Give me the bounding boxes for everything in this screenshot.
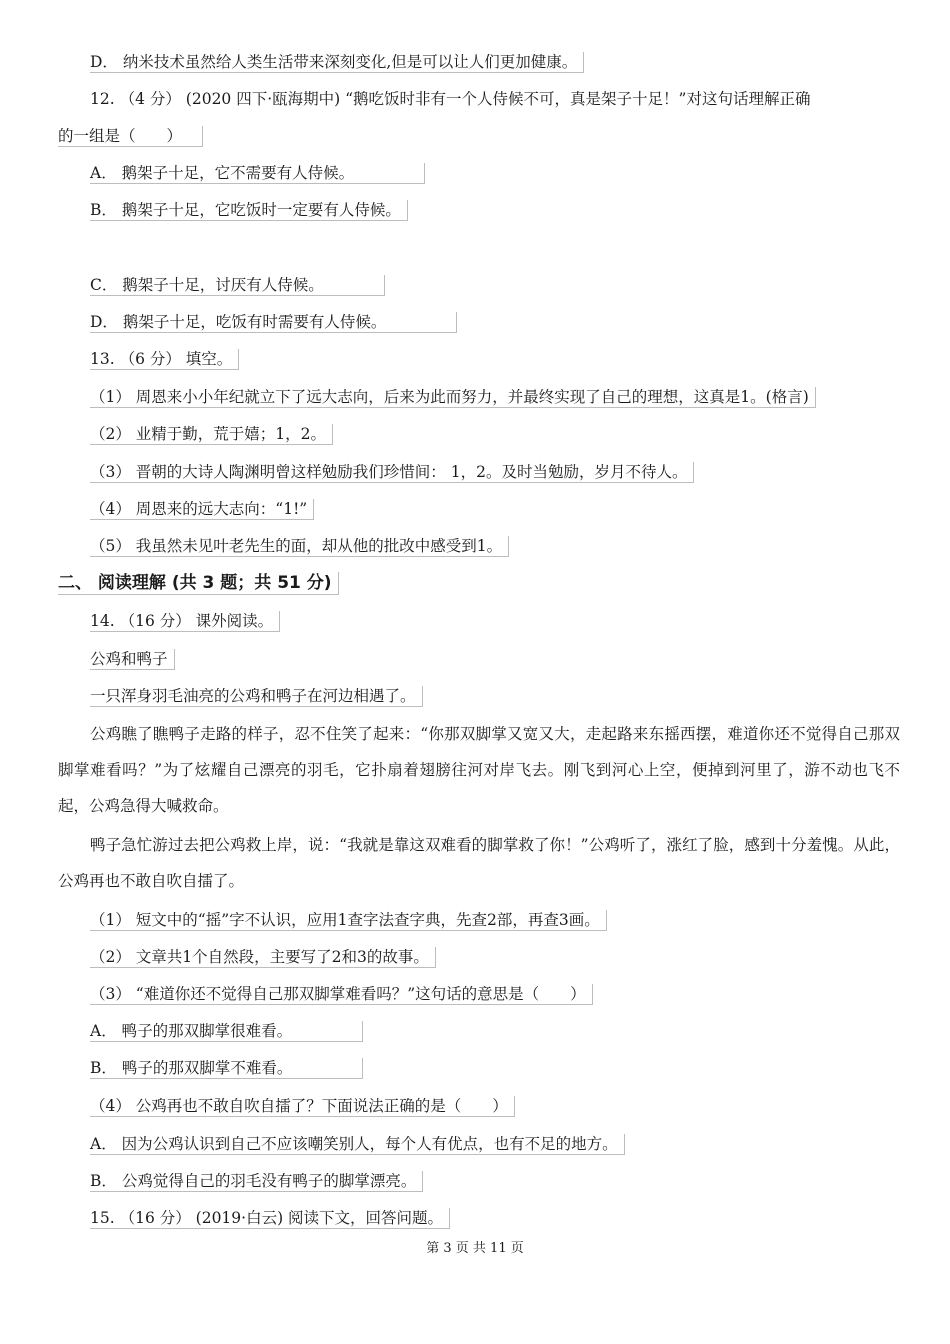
- q14-paragraph-2: 公鸡瞧了瞧鸭子走路的样子，忍不住笑了起来：“你那双脚掌又宽又大，走起路来东摇西摆，难道你还不觉得自己那双脚掌难看吗？”为了炫耀自己漂亮的羽毛，它扑扇着翅膀往河对岸飞去。刚飞到河心上空，便掉到河里了，游不动也飞不起，公鸡急得大喊救命。: [58, 725, 900, 815]
- q14-sub-4-option-b: B． 公鸡觉得自己的羽毛没有鸭子的脚掌漂亮。: [90, 1171, 423, 1192]
- q14-sub-3: （3） “难道你还不觉得自己那双脚掌难看吗？”这句话的意思是（ ）: [90, 984, 593, 1005]
- q12-stem: 12. （4 分） (2020 四下·瓯海期中) “鹅吃饭时非有一个人侍候不可，真是架子十足！”对这句话理解正确: [90, 90, 811, 108]
- q14-story-title: 公鸡和鸭子: [90, 649, 175, 670]
- q15-stem: 15. （16 分） (2019·白云) 阅读下文，回答问题。: [90, 1208, 450, 1229]
- q14-stem: 14. （16 分） 课外阅读。: [90, 611, 280, 632]
- q14-sub-3-option-b: B． 鸭子的那双脚掌不难看。: [90, 1058, 363, 1079]
- q13-item-1: （1） 周恩来小小年纪就立下了远大志向，后来为此而努力，并最终实现了自己的理想，这真是1。(格言): [90, 387, 816, 408]
- q14-sub-4-option-a: A． 因为公鸡认识到自己不应该嘲笑别人，每个人有优点，也有不足的地方。: [90, 1134, 625, 1155]
- q11-option-d: D． 纳米技术虽然给人类生活带来深刻变化,但是可以让人们更加健康。: [90, 52, 584, 73]
- q14-paragraph-3: 鸭子急忙游过去把公鸡救上岸，说：“我就是靠这双难看的脚掌救了你！”公鸡听了，涨红了脸，感到十分羞愧。从此，公鸡再也不敢自吹自擂了。: [58, 836, 900, 890]
- q14-sub-4: （4） 公鸡再也不敢自吹自擂了？下面说法正确的是（ ）: [90, 1096, 515, 1117]
- q12-option-b: B． 鹅架子十足，它吃饭时一定要有人侍候。: [90, 200, 408, 221]
- section-heading: 二、 阅读理解 (共 3 题；共 51 分): [58, 572, 339, 595]
- q12-option-a: A． 鹅架子十足，它不需要有人侍候。: [90, 163, 425, 184]
- page-number: 第 3 页 共 11 页: [426, 1241, 524, 1256]
- q14-sub-3-option-a: A． 鸭子的那双脚掌很难看。: [90, 1021, 363, 1042]
- q12-stem-cont: 的一组是（ ）: [58, 126, 203, 147]
- q12-option-c: C． 鹅架子十足，讨厌有人侍候。: [90, 275, 385, 296]
- q13-item-2: （2） 业精于勤，荒于嬉；1，2。: [90, 424, 333, 445]
- q13-item-3: （3） 晋朝的大诗人陶渊明曾这样勉励我们珍惜间： 1，2。及时当勉励，岁月不待人。: [90, 462, 694, 483]
- q14-sub-1: （1） 短文中的“摇”字不认识，应用1查字法查字典，先查2部，再查3画。: [90, 910, 607, 931]
- q14-paragraph-1: 一只浑身羽毛油亮的公鸡和鸭子在河边相遇了。: [90, 686, 423, 707]
- q13-item-5: （5） 我虽然未见叶老先生的面，却从他的批改中感受到1。: [90, 536, 509, 557]
- q14-sub-2: （2） 文章共1个自然段，主要写了2和3的故事。: [90, 947, 436, 968]
- q12-option-d: D． 鹅架子十足，吃饭有时需要有人侍候。: [90, 312, 457, 333]
- q13-item-4: （4） 周恩来的远大志向：“1!”: [90, 499, 314, 520]
- q13-stem: 13. （6 分） 填空。: [90, 349, 239, 370]
